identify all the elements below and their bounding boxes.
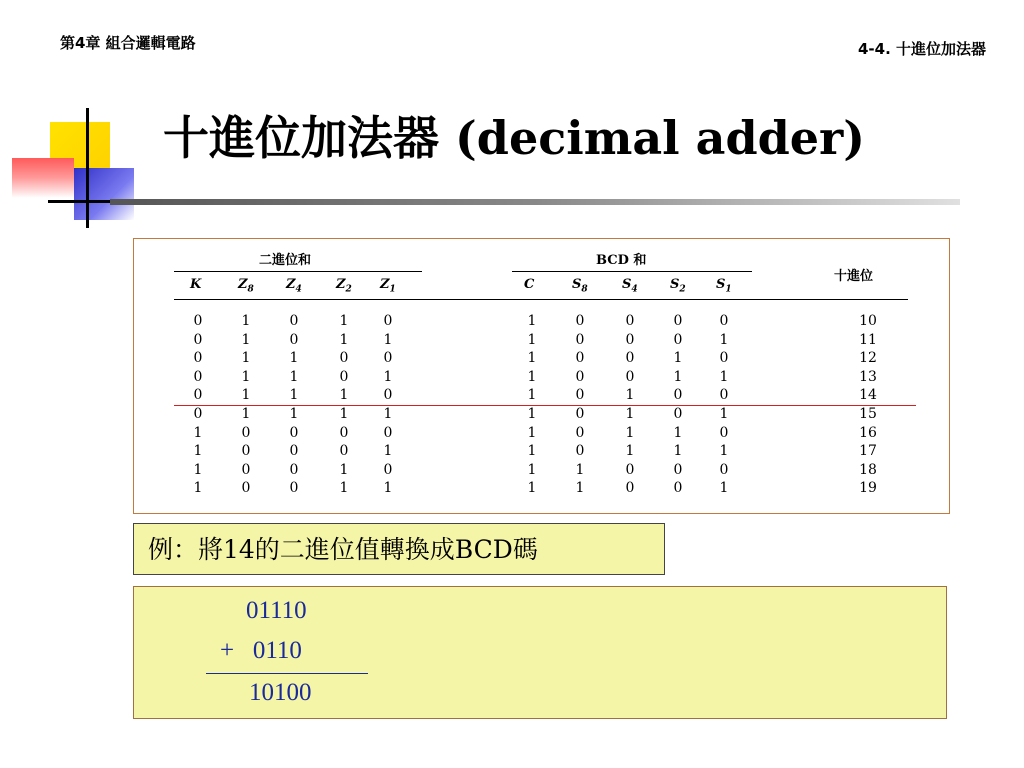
table-cell: 0 [673,480,683,497]
table-cell: 0 [719,461,729,478]
table-cell: 1 [719,331,729,348]
table-cell: 0 [241,480,251,497]
logo-vertical-bar [86,108,89,228]
table-cell: 0 [193,368,203,385]
table-cell: 1 [527,406,537,422]
logo-red-square [12,158,74,198]
table-cell: 1 [527,461,537,478]
column-header-rule [174,299,908,300]
table-cell: 0 [673,406,683,422]
table-cell: 0 [383,313,393,329]
table-cell-decimal: 14 [859,387,877,404]
table-cell: 0 [625,331,635,348]
table-cell: 0 [289,424,299,441]
table-cell: 0 [289,461,299,478]
column-header-bcd-4: $S_1$ [716,277,732,295]
table-cell: 0 [625,350,635,367]
table-cell: 1 [383,331,393,348]
table-cell: 0 [575,443,585,460]
table-cell: 0 [719,424,729,441]
conversion-table [133,238,950,514]
table-cell: 0 [339,368,349,385]
column-header-binary-4: $Z_1$ [380,277,396,295]
table-cell: 0 [339,350,349,367]
table-cell-decimal: 19 [859,480,877,497]
table-cell: 1 [241,406,251,422]
table-cell: 1 [383,368,393,385]
table-cell: 0 [193,313,203,329]
table-cell: 0 [241,443,251,460]
table-cell: 1 [289,387,299,404]
column-header-bcd-2: $S_4$ [622,277,638,295]
table-cell: 1 [625,443,635,460]
table-cell: 1 [673,350,683,367]
table-cell: 0 [575,331,585,348]
table-cell: 1 [673,443,683,460]
table-cell-decimal: 16 [859,424,877,441]
table-cell: 1 [339,406,349,422]
table-cell: 0 [193,406,203,422]
table-cell: 1 [527,424,537,441]
table-cell: 1 [625,406,635,422]
table-cell: 0 [383,387,393,404]
logo-blue-square [74,168,134,220]
table-cell: 1 [673,368,683,385]
table-cell: 0 [625,368,635,385]
header-binary-sum: 二進位和 [259,253,312,268]
table-cell: 0 [289,331,299,348]
sum-rule [206,673,368,674]
table-cell: 0 [289,480,299,497]
table-cell: 0 [575,387,585,404]
table-cell: 1 [383,406,393,422]
header-bcd-sum: BCD 和 [596,253,647,268]
table-cell: 1 [241,350,251,367]
column-header-bcd-1: $S_8$ [572,277,588,295]
table-cell-decimal: 13 [859,368,877,385]
table-cell: 1 [527,443,537,460]
table-cell: 0 [625,461,635,478]
table-cell: 0 [383,461,393,478]
table-cell: 1 [719,480,729,497]
table-cell: 1 [289,406,299,422]
table-cell: 1 [383,443,393,460]
table-cell: 1 [625,424,635,441]
bcd-group-rule [512,271,752,272]
table-cell: 1 [193,480,203,497]
table-cell: 0 [673,461,683,478]
table-cell: 0 [575,313,585,329]
section-label: 4-4. 十進位加法器 [857,40,986,58]
table-cell: 0 [383,424,393,441]
table-cell: 1 [339,461,349,478]
title-underline [110,199,960,205]
table-cell: 1 [241,313,251,329]
table-cell: 1 [527,368,537,385]
table-cell: 1 [383,480,393,497]
table-cell: 1 [339,331,349,348]
table-cell: 0 [289,313,299,329]
table-cell: 1 [625,387,635,404]
table-cell: 0 [575,424,585,441]
table-cell: 0 [719,387,729,404]
table-cell: 1 [193,424,203,441]
table-cell: 0 [193,331,203,348]
header-decimal: 十進位 [834,269,874,284]
table-cell: 1 [719,368,729,385]
slide-title: 十進位加法器 (decimal adder) [163,111,866,165]
table-cell: 0 [193,350,203,367]
calc-line-2: + 0110 [220,637,302,664]
table-cell: 1 [339,387,349,404]
table-cell: 0 [289,443,299,460]
table-cell-decimal: 15 [859,406,877,422]
table-cell: 0 [575,368,585,385]
table-cell: 0 [339,443,349,460]
table-cell: 1 [241,331,251,348]
calculation-box [133,586,947,719]
column-header-binary-1: $Z_8$ [238,277,254,295]
binary-group-rule [174,271,422,272]
column-header-binary-3: $Z_2$ [336,277,352,295]
table-cell: 1 [339,480,349,497]
column-header-binary-2: $Z_4$ [286,277,302,295]
table-cell: 0 [719,350,729,367]
table-cell: 0 [673,313,683,329]
table-cell: 1 [719,443,729,460]
column-header-bcd-0: C [524,277,535,292]
table-cell: 0 [625,313,635,329]
column-header-bcd-3: $S_2$ [670,277,686,295]
table-cell: 0 [339,424,349,441]
table-cell: 1 [241,368,251,385]
table-cell: 0 [241,461,251,478]
column-header-binary-0: K [190,277,202,292]
table-cell: 0 [673,331,683,348]
table-cell: 1 [193,461,203,478]
table-cell: 1 [527,480,537,497]
table-cell: 1 [289,350,299,367]
table-cell: 1 [289,368,299,385]
table-cell: 0 [383,350,393,367]
table-cell: 1 [339,313,349,329]
table-cell: 0 [719,313,729,329]
table-cell: 0 [193,387,203,404]
table-cell-decimal: 18 [859,461,877,478]
table-cell-decimal: 17 [859,443,877,460]
calc-line-1: 01110 [246,597,307,624]
decorative-logo [0,100,140,230]
table-cell: 1 [575,461,585,478]
table-cell: 1 [575,480,585,497]
table-cell-decimal: 10 [859,313,877,329]
table-cell: 1 [193,443,203,460]
table-cell: 0 [625,480,635,497]
table-cell: 1 [719,406,729,422]
calc-result: 10100 [249,679,312,706]
table-cell: 0 [673,387,683,404]
example-box: 例：將14的二進位值轉換成BCD碼 [133,523,665,575]
chapter-label: 第4章 組合邏輯電路 [60,34,196,52]
table-cell: 0 [575,350,585,367]
table-cell: 1 [673,424,683,441]
table-cell: 0 [241,424,251,441]
table-cell: 1 [527,387,537,404]
table-cell: 0 [575,406,585,422]
table-cell: 1 [527,350,537,367]
table-cell: 1 [241,387,251,404]
table-cell-decimal: 11 [859,331,877,348]
table-cell: 1 [527,331,537,348]
table-cell-decimal: 12 [859,350,877,367]
table-cell: 1 [527,313,537,329]
